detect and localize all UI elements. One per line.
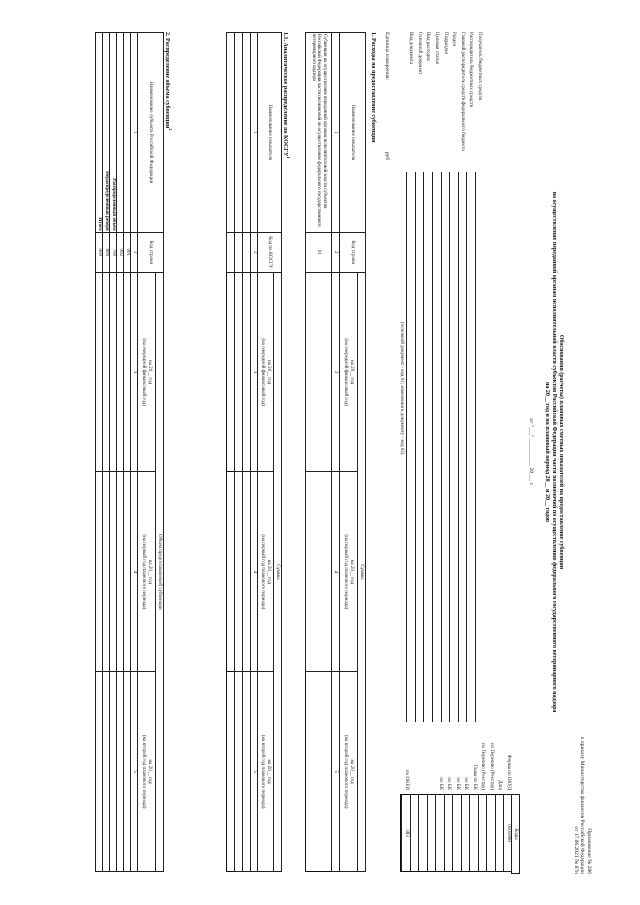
s2-colnum: 2 — [131, 232, 138, 272]
s2-h-y1-b: (на очередной финансовый год) — [141, 338, 147, 406]
form-code-cell[interactable]: 0505898 — [504, 794, 513, 872]
s1-colnum: 2 — [332, 232, 340, 272]
document-type-hint: (основной документ - код 01; изменения к документу - код 02) — [399, 322, 404, 455]
form-code-cell[interactable] — [427, 794, 436, 872]
s11-h-y2-b: (на первый год планового периода) — [260, 534, 266, 610]
fill-line[interactable] — [466, 172, 467, 722]
s2-h-y3 — [138, 672, 156, 872]
form-row-label: Дата — [497, 780, 503, 790]
section-1-heading: 1. Расходы на предоставление субвенции — [370, 32, 376, 143]
left-label: Распорядитель бюджетных средств — [468, 32, 474, 108]
s1-cell[interactable] — [306, 672, 332, 872]
s1-colnums-row — [332, 33, 340, 872]
s2-h-y2 — [138, 472, 156, 672]
s1-h-y1-b: (на очередной финансовый год) — [343, 338, 349, 406]
s11-h-name: Наименование показателя — [258, 33, 282, 233]
s2-h-y3-a: на 20__ год — [147, 759, 153, 784]
section-11-table — [226, 32, 282, 872]
s11-colnum: 2 — [251, 232, 258, 272]
s2-h-name: Наименование субъекта Российской Федерации — [138, 33, 164, 233]
s2-h-y2-b: (на первый год планового периода) — [141, 534, 147, 610]
section-1-table — [305, 32, 366, 872]
form-code-cell[interactable] — [487, 794, 496, 872]
s11-cell[interactable] — [243, 672, 251, 872]
s11-cell[interactable] — [243, 472, 251, 672]
fill-line[interactable] — [423, 172, 424, 722]
s2-colnum: 5 — [131, 672, 138, 872]
form-code-cell[interactable] — [436, 794, 445, 872]
s1-h-y3-b: (на второй год планового периода) — [343, 734, 349, 809]
s2-colnums-row — [131, 33, 138, 872]
unit-value: руб — [384, 152, 390, 161]
s11-data-row — [235, 33, 243, 872]
s2-h-vol: Объем предоставляемой субвенции — [156, 272, 164, 871]
left-label: Основной документ — [416, 32, 422, 75]
s1-data-row — [306, 33, 332, 872]
s11-cell[interactable] — [235, 272, 243, 472]
form-code-cell[interactable] — [444, 794, 453, 872]
s11-h-y2-a: на 20__ год — [266, 559, 272, 584]
s2-row-code: 900 — [96, 232, 103, 272]
s2-data-row — [103, 33, 110, 872]
form-row-label: Форма по ОКУД — [506, 754, 511, 790]
s2-data-row — [110, 33, 117, 872]
section-11-sup: 1 — [286, 156, 291, 159]
s2-data-row — [117, 33, 124, 872]
s1-h-y1 — [340, 272, 358, 472]
s11-cell[interactable] — [243, 33, 251, 233]
s2-h-y1 — [138, 272, 156, 472]
form-row-label: по БК — [438, 777, 443, 790]
s2-cell[interactable] — [117, 272, 124, 472]
s2-row-code: 002 — [117, 232, 124, 272]
s11-cell[interactable] — [235, 472, 243, 672]
form-title — [543, 22, 564, 882]
s2-row-code: 800 — [103, 232, 110, 272]
form-code-cell[interactable] — [478, 794, 487, 872]
title-line-3: на 20__ год и на плановый период 20__ и 20__ годов — [544, 381, 550, 523]
section-2-heading-text: 2. Распределение объема субвенции — [164, 32, 170, 129]
s11-data-row — [227, 33, 235, 872]
s11-cell[interactable] — [243, 272, 251, 472]
s2-h-y3-b: (на второй год планового периода) — [141, 734, 147, 809]
appendix-line-3: от 17.06.2021 № 87н — [573, 826, 579, 874]
s2-colnum: 1 — [131, 33, 138, 233]
s11-cell[interactable] — [227, 672, 235, 872]
s1-cell[interactable] — [306, 472, 332, 672]
s2-row-code: 001 — [124, 232, 131, 272]
form-row-label: по БК — [463, 777, 469, 790]
s11-cell[interactable] — [235, 232, 243, 272]
appendix-block — [573, 737, 593, 874]
s1-h-code: Код строки — [340, 232, 366, 272]
s2-row-name — [124, 33, 131, 233]
s2-row-name: Распределенный объем — [110, 33, 117, 233]
unit-label: Единица измерения: — [384, 32, 390, 80]
appendix-line-1: Приложение № 206 — [586, 828, 592, 874]
s2-cell[interactable] — [103, 672, 110, 872]
s2-h-code: Код строки — [138, 232, 164, 272]
s1-row-name: Субвенции на осуществление переданной органам исполнительной власти субъектов Российской Федерации части полномочий по осуществлению федерального государственного ветеринарного надзора — [306, 33, 332, 233]
s11-h-y1-b: (на очередной финансовый год) — [260, 338, 266, 406]
s11-cell[interactable] — [227, 472, 235, 672]
form-code-cell[interactable] — [461, 794, 470, 872]
s1-h-sums: Суммы — [358, 272, 366, 871]
s11-h-sums: Суммы — [274, 272, 282, 871]
fill-line[interactable] — [432, 172, 433, 722]
s2-cell[interactable] — [96, 472, 103, 672]
form-code-cell[interactable] — [419, 794, 428, 872]
s11-h-y3-a: на 20__ год — [266, 759, 272, 784]
s1-row-code: 01 — [306, 232, 332, 272]
s2-cell[interactable] — [103, 472, 110, 672]
s2-cell[interactable] — [103, 272, 110, 472]
s2-row-name: Итого — [96, 33, 103, 233]
s1-colnum: 5 — [332, 672, 340, 872]
s2-cell[interactable] — [96, 672, 103, 872]
form-row-label: по Перечню (Реестру) — [480, 742, 486, 790]
s11-data-row — [243, 33, 251, 872]
form-code-cell[interactable]: 383 — [402, 794, 411, 872]
s2-cell[interactable] — [117, 472, 124, 672]
s2-cell[interactable] — [124, 672, 131, 872]
s2-h-y2-a: на 20__ год — [147, 559, 153, 584]
s2-row-name: Нераспределенный резерв — [103, 33, 110, 233]
left-label: Подраздел — [442, 32, 448, 55]
form-code-cell[interactable] — [470, 794, 479, 872]
s2-colnum: 4 — [131, 472, 138, 672]
s11-cell[interactable] — [235, 33, 243, 233]
form-code-cell[interactable] — [410, 794, 419, 872]
s11-colnum: 5 — [251, 672, 258, 872]
s11-h-y2 — [258, 472, 274, 672]
s2-data-row — [96, 33, 103, 872]
left-label: Главный распорядитель средств федерального бюджета — [459, 32, 465, 151]
fill-line[interactable] — [406, 172, 407, 722]
s1-colnum: 1 — [332, 33, 340, 233]
section-2-heading — [163, 32, 174, 130]
s11-h-y1-a: на 20__ год — [266, 359, 272, 385]
s1-colnum: 4 — [332, 472, 340, 672]
left-label: Раздел — [451, 32, 457, 47]
s2-row-name — [117, 33, 124, 233]
s1-h-y2-b: (на первый год планового периода) — [343, 534, 349, 610]
s2-cell[interactable] — [124, 472, 131, 672]
s1-h-y2 — [340, 472, 358, 672]
s11-h-y1 — [258, 272, 274, 472]
form-code-cell[interactable] — [495, 794, 504, 872]
s11-colnum: 1 — [251, 33, 258, 233]
form-row-label: Глава по БК — [472, 764, 477, 790]
s1-h-name: Наименование показателя — [340, 33, 366, 233]
section-2-sup: 2 — [168, 128, 173, 131]
s2-cell[interactable] — [110, 472, 117, 672]
s11-colnum: 4 — [251, 472, 258, 672]
s11-colnums-row — [251, 33, 258, 872]
section-11-heading-text: 1.1. Аналитическое распределение по КОСГУ — [282, 32, 288, 157]
left-label: Вид документа — [408, 32, 414, 65]
s1-colnum: 3 — [332, 272, 340, 472]
form-row-label: по БК — [446, 777, 452, 790]
rotated-form-sheet — [40, 22, 600, 882]
s2-h-y1-a: на 20__ год — [147, 359, 153, 385]
section-11-heading — [281, 32, 292, 159]
appendix-line-2: к приказу Министерства финансов Российской Федерации — [579, 736, 586, 874]
form-row-label: по БК — [455, 777, 460, 790]
s1-h-y2-a: на 20__ год — [349, 559, 355, 584]
codes-header: Коды — [511, 794, 520, 874]
s11-h-code: Код по КОСГУ — [258, 232, 282, 272]
fill-line[interactable] — [441, 172, 442, 722]
s2-cell[interactable] — [110, 672, 117, 872]
s11-cell[interactable] — [243, 232, 251, 272]
fill-line[interactable] — [475, 172, 476, 722]
form-row-label: по ОКЕИ — [404, 769, 409, 790]
s2-cell[interactable] — [117, 672, 124, 872]
s2-cell[interactable] — [124, 272, 131, 472]
s1-cell[interactable] — [306, 272, 332, 472]
s11-cell[interactable] — [227, 272, 235, 472]
s2-row-code: 700 — [110, 232, 117, 272]
form-date: от "___" __________ 20___ г. — [528, 418, 534, 486]
fill-line[interactable] — [449, 172, 450, 722]
s1-h-y3 — [340, 672, 358, 872]
s1-h-y3-a: на 20__ год — [349, 759, 355, 784]
s11-h-y3-b: (на второй год планового периода) — [260, 734, 266, 809]
fill-line[interactable] — [458, 172, 459, 722]
codes-box-bottom — [401, 794, 402, 872]
title-line-1: Обоснования (расчеты) плановых сметных показателей на предоставление субвенции — [558, 334, 564, 570]
form-code-cell[interactable] — [453, 794, 462, 872]
s11-cell[interactable] — [227, 232, 235, 272]
s11-cell[interactable] — [227, 33, 235, 233]
form-row-label: по Перечню (Реестру) — [489, 742, 494, 790]
s2-cell[interactable] — [110, 272, 117, 472]
s2-colnum: 3 — [131, 272, 138, 472]
title-line-2: на осуществление переданной органам исполнительной власти субъектов Российской Федерации части полномочий по осуществлению федерального государственного ветеринарного надзора — [551, 191, 557, 713]
left-label: Целевая статья — [434, 32, 439, 64]
s11-h-y3 — [258, 672, 274, 872]
section-2-table — [95, 32, 164, 872]
s11-cell[interactable] — [235, 672, 243, 872]
s1-h-y1-a: на 20__ год — [349, 359, 355, 385]
s11-colnum: 3 — [251, 272, 258, 472]
fill-line[interactable] — [415, 172, 416, 722]
left-label: Вид расходов — [425, 32, 431, 61]
s2-data-row — [124, 33, 131, 872]
left-label: Получатель бюджетных средств — [477, 32, 482, 101]
s2-cell[interactable] — [96, 272, 103, 472]
